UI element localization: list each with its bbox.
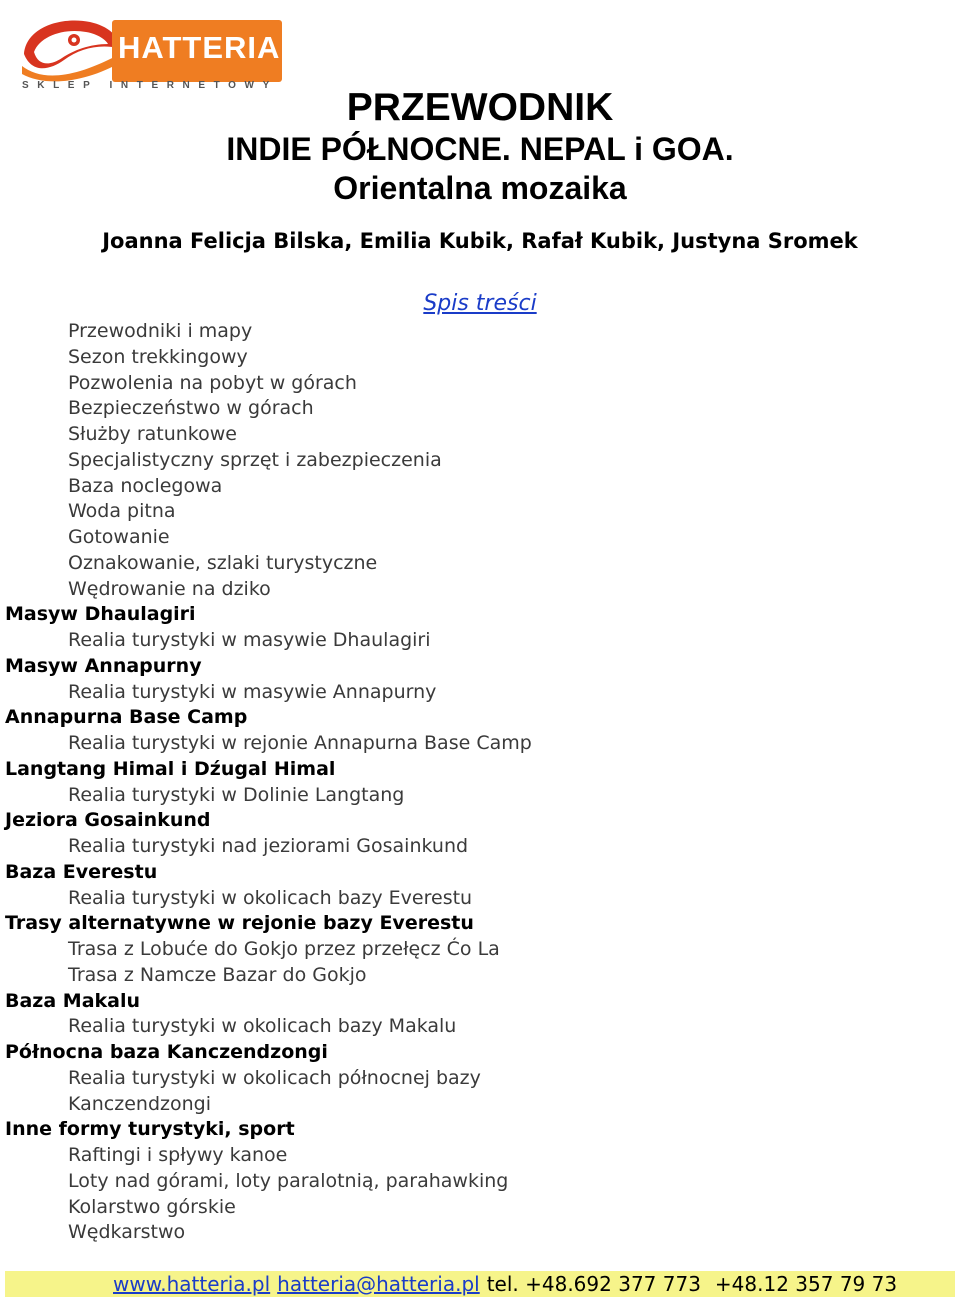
toc-entry[interactable]: Woda pitna — [68, 500, 176, 523]
toc-entry[interactable]: Kolarstwo górskie — [68, 1195, 236, 1218]
footer-contact — [113, 1271, 897, 1297]
toc-section-heading[interactable]: Baza Everestu — [5, 860, 158, 883]
logo-tagline: SKLEP INTERNETOWY — [22, 80, 278, 91]
toc-entry[interactable]: Wędrowanie na dziko — [68, 577, 271, 600]
toc-section-heading[interactable]: Północna baza Kanczendzongi — [5, 1041, 328, 1063]
toc-entry[interactable]: Trasa z Namcze Bazar do Gokjo — [68, 963, 367, 986]
toc-entry[interactable]: Wędkarstwo — [68, 1221, 186, 1244]
toc-entry[interactable]: Loty nad górami, loty paralotnią, parahawking — [68, 1169, 509, 1192]
toc-entry[interactable]: Kanczendzongi — [68, 1092, 212, 1115]
table-of-contents — [0, 319, 960, 1246]
website-link[interactable]: www.hatteria.pl — [113, 1272, 271, 1296]
title-line-2: INDIE PÓŁNOCNE. NEPAL i GOA. — [226, 131, 734, 167]
toc-entry[interactable]: Oznakowanie, szlaki turystyczne — [68, 551, 378, 574]
toc-entry[interactable]: Gotowanie — [68, 526, 170, 548]
logo-name: HATTERIA — [118, 30, 281, 65]
toc-entry[interactable]: Realia turystyki w masywie Dhaulagiri — [68, 629, 431, 651]
toc-section-heading[interactable]: Masyw Dhaulagiri — [5, 603, 196, 626]
toc-section-heading[interactable]: Inne formy turystyki, sport — [5, 1118, 295, 1141]
toc-entry[interactable]: Realia turystyki w okolicach bazy Makalu — [68, 1015, 457, 1038]
title-line-3: Orientalna mozaika — [333, 170, 627, 206]
toc-entry[interactable]: Realia turystyki w rejonie Annapurna Base Camp — [68, 732, 532, 754]
toc-section-heading[interactable]: Langtang Himal i Dźugal Himal — [5, 757, 336, 780]
toc-entry[interactable]: Specjalistyczny sprzęt i zabezpieczenia — [68, 448, 442, 471]
toc-entry[interactable]: Pozwolenia na pobyt w górach — [68, 371, 357, 394]
toc-section-heading[interactable]: Trasy alternatywne w rejonie bazy Everestu — [5, 912, 474, 935]
toc-entry[interactable]: Realia turystyki w masywie Annapurny — [68, 680, 437, 703]
title-line-1: PRZEWODNIK — [346, 86, 614, 129]
toc-entry[interactable]: Realia turystyki w okolicach północnej bazy — [68, 1066, 481, 1089]
toc-entry[interactable]: Realia turystyki nad jeziorami Gosainkund — [68, 835, 469, 857]
toc-entry[interactable]: Służby ratunkowe — [68, 423, 237, 445]
toc-section-heading[interactable]: Masyw Annapurny — [5, 654, 202, 677]
toc-section-heading[interactable]: Baza Makalu — [5, 989, 141, 1012]
toc-entry[interactable]: Realia turystyki w okolicach bazy Everestu — [68, 886, 473, 909]
toc-entry[interactable]: Bezpieczeństwo w górach — [68, 397, 314, 420]
toc-section-heading[interactable]: Jeziora Gosainkund — [5, 809, 211, 832]
toc-entry[interactable]: Przewodniki i mapy — [68, 320, 253, 342]
toc-entry[interactable]: Sezon trekkingowy — [68, 345, 248, 368]
toc-section-heading[interactable]: Annapurna Base Camp — [5, 706, 248, 729]
authors: Joanna Felicja Bilska, Emilia Kubik, Rafał Kubik, Justyna Sromek — [102, 229, 858, 253]
phone-2: +48.12 357 79 73 — [714, 1272, 898, 1296]
phone-1: tel. +48.692 377 773 — [486, 1272, 701, 1296]
toc-entry[interactable]: Raftingi i spływy kanoe — [68, 1144, 288, 1166]
toc-entry[interactable]: Trasa z Lobuće do Gokjo przez przełęcz Ćo La — [68, 938, 500, 960]
footer-bar — [5, 1271, 955, 1297]
toc-entry[interactable]: Realia turystyki w Dolinie Langtang — [68, 783, 405, 806]
toc-entry[interactable]: Baza noclegowa — [68, 474, 223, 497]
email-link[interactable]: hatteria@hatteria.pl — [277, 1272, 480, 1296]
toc-heading[interactable]: Spis treści — [423, 291, 537, 316]
